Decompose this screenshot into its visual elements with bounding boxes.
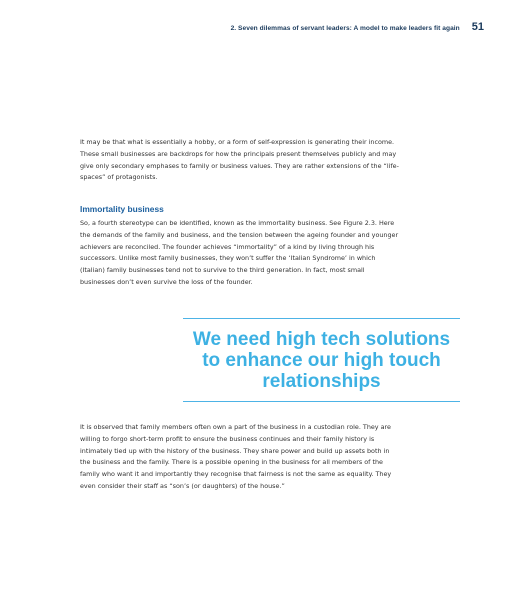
page-number: 51 bbox=[471, 21, 484, 33]
running-head: 2. Seven dilemmas of servant leaders: A model to make leaders fit again bbox=[230, 25, 460, 32]
body-paragraph-3: It is observed that family members often own a part of the business in a custodian role. They are willing to forgo short-term profit to ensure the business continues and their family history is intimately tied up with the history of the business. They share power and build up assets both in the business and the family. There is a possible opening in the business for all members of the family who want it and importantly they recognise that fairness is not the same as equality. They even consider their staff as “son’s (or daughters) of the house.” bbox=[80, 423, 392, 490]
pull-quote bbox=[183, 318, 460, 402]
pull-quote-text: We need high tech solutions to enhance our high touch relationships bbox=[192, 328, 451, 392]
body-paragraph-1: It may be that what is essentially a hobby, or a form of self-expression is generating their income. These small businesses are backdrops for how the principals present themselves publicly and may give only secondary emphases to family or business values. They are rather extensions of the “life-spaces” of protagonists. bbox=[80, 138, 399, 182]
page-header bbox=[231, 21, 484, 33]
body-paragraph-2: So, a fourth stereotype can be identified, known as the immortality business. See Figure 2.3. Here the demands of the family and business, and the tension between the ageing founder and younger achievers are reconciled. The founder achieves “immortality” of a kind by living through his successors. Unlike most family businesses, they won’t suffer the ‘Italian Syndrome’ in which (Italian) family businesses tend not to survive to the third generation. In fact, most small businesses don’t even survive the loss of the founder. bbox=[80, 219, 399, 286]
section-heading: Immortality business bbox=[80, 204, 164, 214]
